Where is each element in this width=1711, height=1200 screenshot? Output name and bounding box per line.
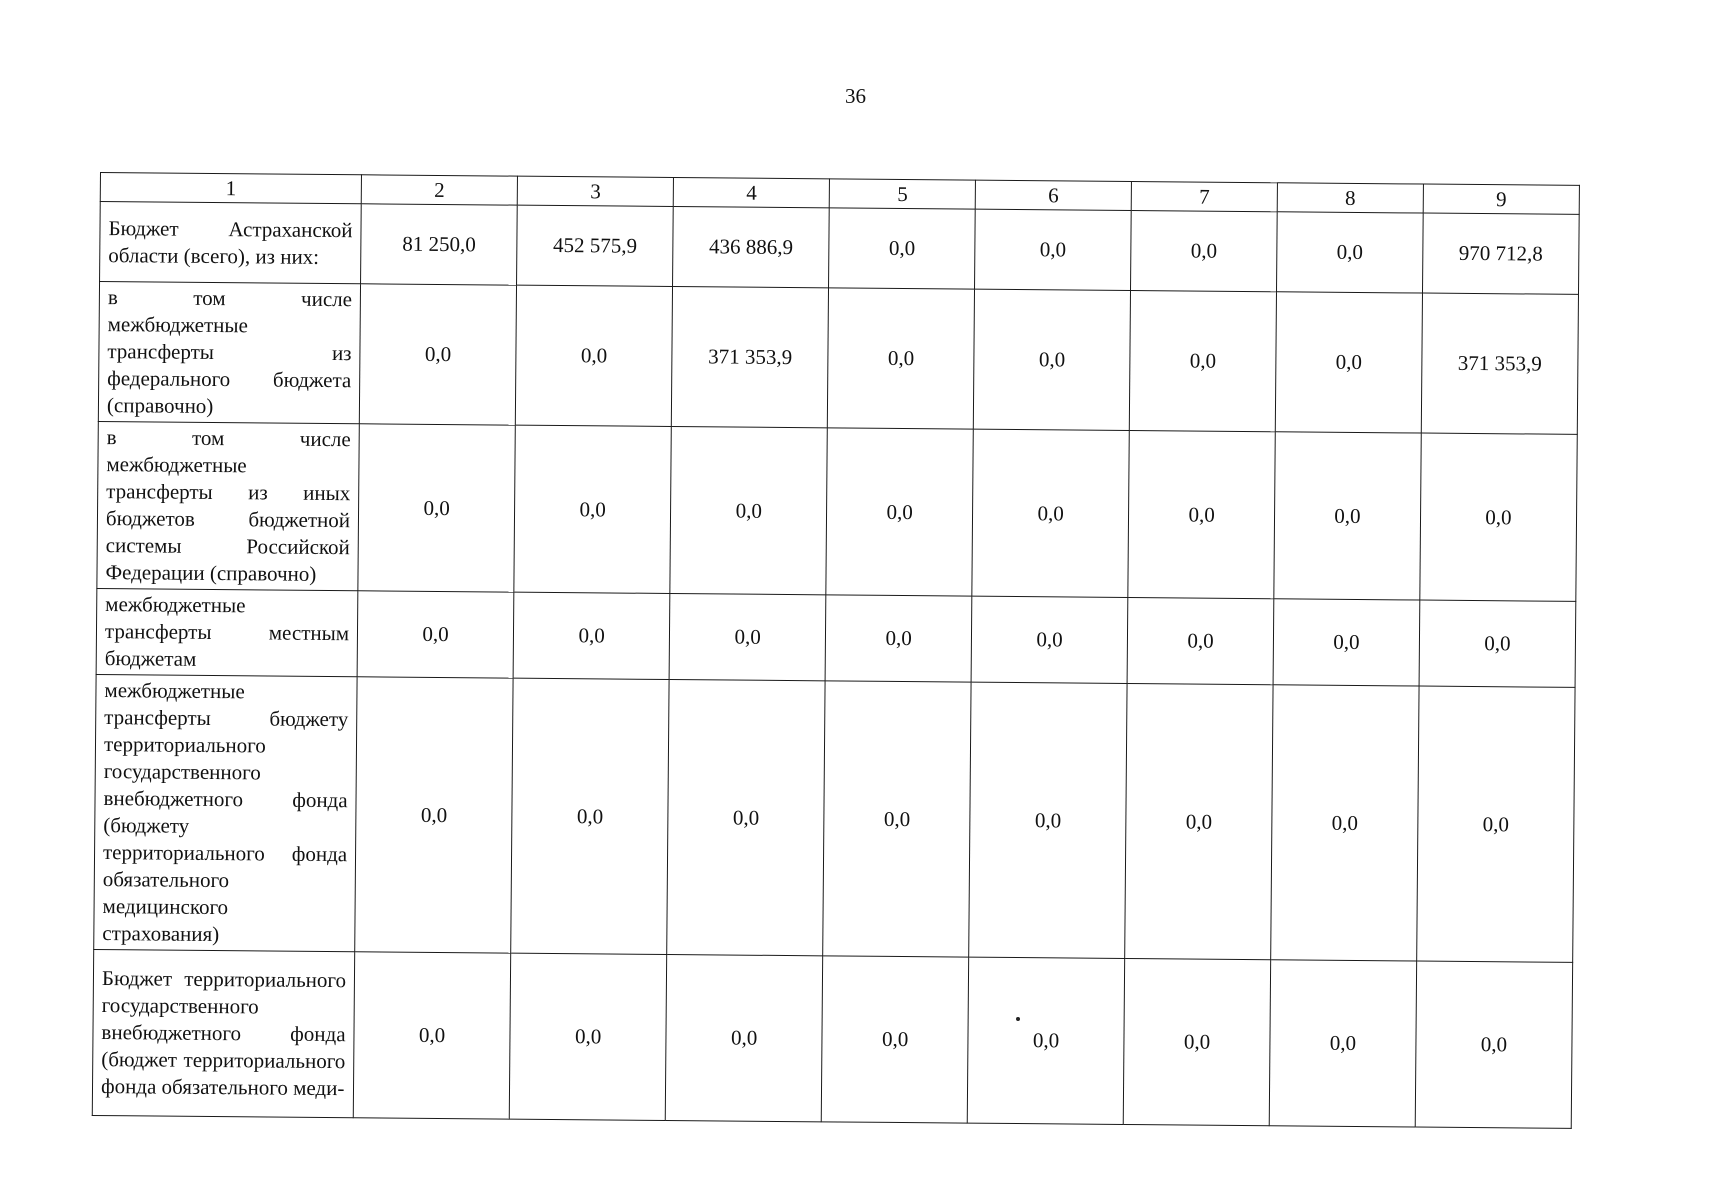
table-cell: 0,0: [1271, 685, 1419, 961]
table-cell: 436 886,9: [673, 207, 830, 288]
table-cell: 0,0: [823, 681, 971, 957]
table-cell: 0,0: [967, 957, 1124, 1124]
page-number: 36: [845, 84, 866, 108]
table-cell: 0,0: [1129, 290, 1276, 431]
table-cell: 0,0: [353, 952, 510, 1119]
table-cell: 0,0: [358, 424, 515, 592]
table-cell: 371 353,9: [672, 287, 829, 428]
table-cell: 0,0: [973, 289, 1130, 430]
table-cell: 0,0: [509, 953, 666, 1120]
column-number: 6: [975, 180, 1131, 210]
table-row: [100, 202, 1580, 295]
table-cell: 0,0: [1274, 432, 1421, 600]
column-number: 3: [517, 176, 673, 206]
table-cell: 0,0: [1128, 430, 1275, 598]
column-number: 4: [673, 178, 829, 208]
table-cell: 0,0: [1417, 686, 1576, 962]
table-cell: 0,0: [1269, 960, 1416, 1127]
column-number: 5: [829, 179, 975, 209]
table-row: [94, 674, 1575, 962]
table-cell: 0,0: [829, 208, 976, 289]
row-label: в том числе межбюджетные трансферты из иных бюджетов бюджетной системы Российской Федерации (справочно): [97, 421, 360, 590]
column-number: 2: [361, 175, 517, 205]
table-cell: 371 353,9: [1421, 293, 1578, 434]
budget-table: [92, 172, 1580, 1129]
row-label: Бюджет Астраханской области (всего), из них:: [100, 202, 362, 284]
table-cell: 0,0: [1420, 433, 1578, 601]
table-row: [97, 421, 1577, 601]
table-row: [96, 588, 1576, 687]
table-cell: 0,0: [969, 682, 1127, 958]
table-cell: 0,0: [1415, 961, 1573, 1128]
table-cell: 0,0: [828, 288, 975, 429]
table-cell: 81 250,0: [361, 204, 518, 285]
table-row: [92, 949, 1572, 1128]
column-number: 7: [1131, 182, 1277, 212]
table-cell: 0,0: [359, 284, 516, 425]
table-cell: 0,0: [511, 678, 669, 954]
table-cell: 0,0: [1277, 212, 1424, 293]
row-label: межбюджетные трансферты местным бюджетам: [96, 588, 358, 676]
budget-table-container: [92, 172, 1580, 1129]
row-label: межбюджетные трансферты бюджету территориального государственного внебюджетного фонда (бюджету территориального фонда обязательного медицинского страхования): [94, 674, 357, 951]
table-cell: 970 712,8: [1422, 213, 1579, 294]
table-cell: 0,0: [1123, 958, 1270, 1125]
table-cell: 0,0: [826, 428, 973, 596]
scan-speck: [1016, 1017, 1020, 1021]
table-cell: 0,0: [975, 209, 1132, 290]
table-cell: 0,0: [1275, 292, 1422, 433]
column-number: 8: [1277, 183, 1423, 213]
table-cell: 0,0: [971, 596, 1128, 683]
table-cell: 0,0: [515, 285, 672, 426]
table-cell: 0,0: [825, 595, 972, 682]
table-cell: 0,0: [667, 679, 825, 955]
table-cell: 0,0: [821, 956, 968, 1123]
table-cell: 0,0: [1273, 599, 1420, 686]
table-row: [98, 282, 1578, 435]
table-cell: 0,0: [357, 591, 514, 678]
table-cell: 0,0: [665, 954, 822, 1121]
table-cell: 0,0: [669, 593, 826, 680]
table-cell: 0,0: [355, 677, 513, 953]
column-number: 9: [1423, 184, 1579, 214]
table-cell: 0,0: [1125, 683, 1273, 959]
table-cell: 0,0: [1419, 600, 1576, 687]
table-cell: 0,0: [1131, 211, 1278, 292]
row-label: в том числе межбюджетные трансферты из федерального бюджета (справочно): [98, 282, 360, 424]
table-cell: 0,0: [972, 429, 1129, 597]
table-cell: 0,0: [670, 426, 827, 594]
row-label: Бюджет территориального государственного внебюджетного фонда (бюджет территориального фонда обязательного меди-: [92, 949, 355, 1117]
table-cell: 0,0: [514, 425, 671, 593]
table-cell: 0,0: [513, 592, 670, 679]
table-cell: 0,0: [1127, 597, 1274, 684]
column-number: 1: [100, 173, 361, 204]
table-cell: 452 575,9: [517, 205, 674, 286]
